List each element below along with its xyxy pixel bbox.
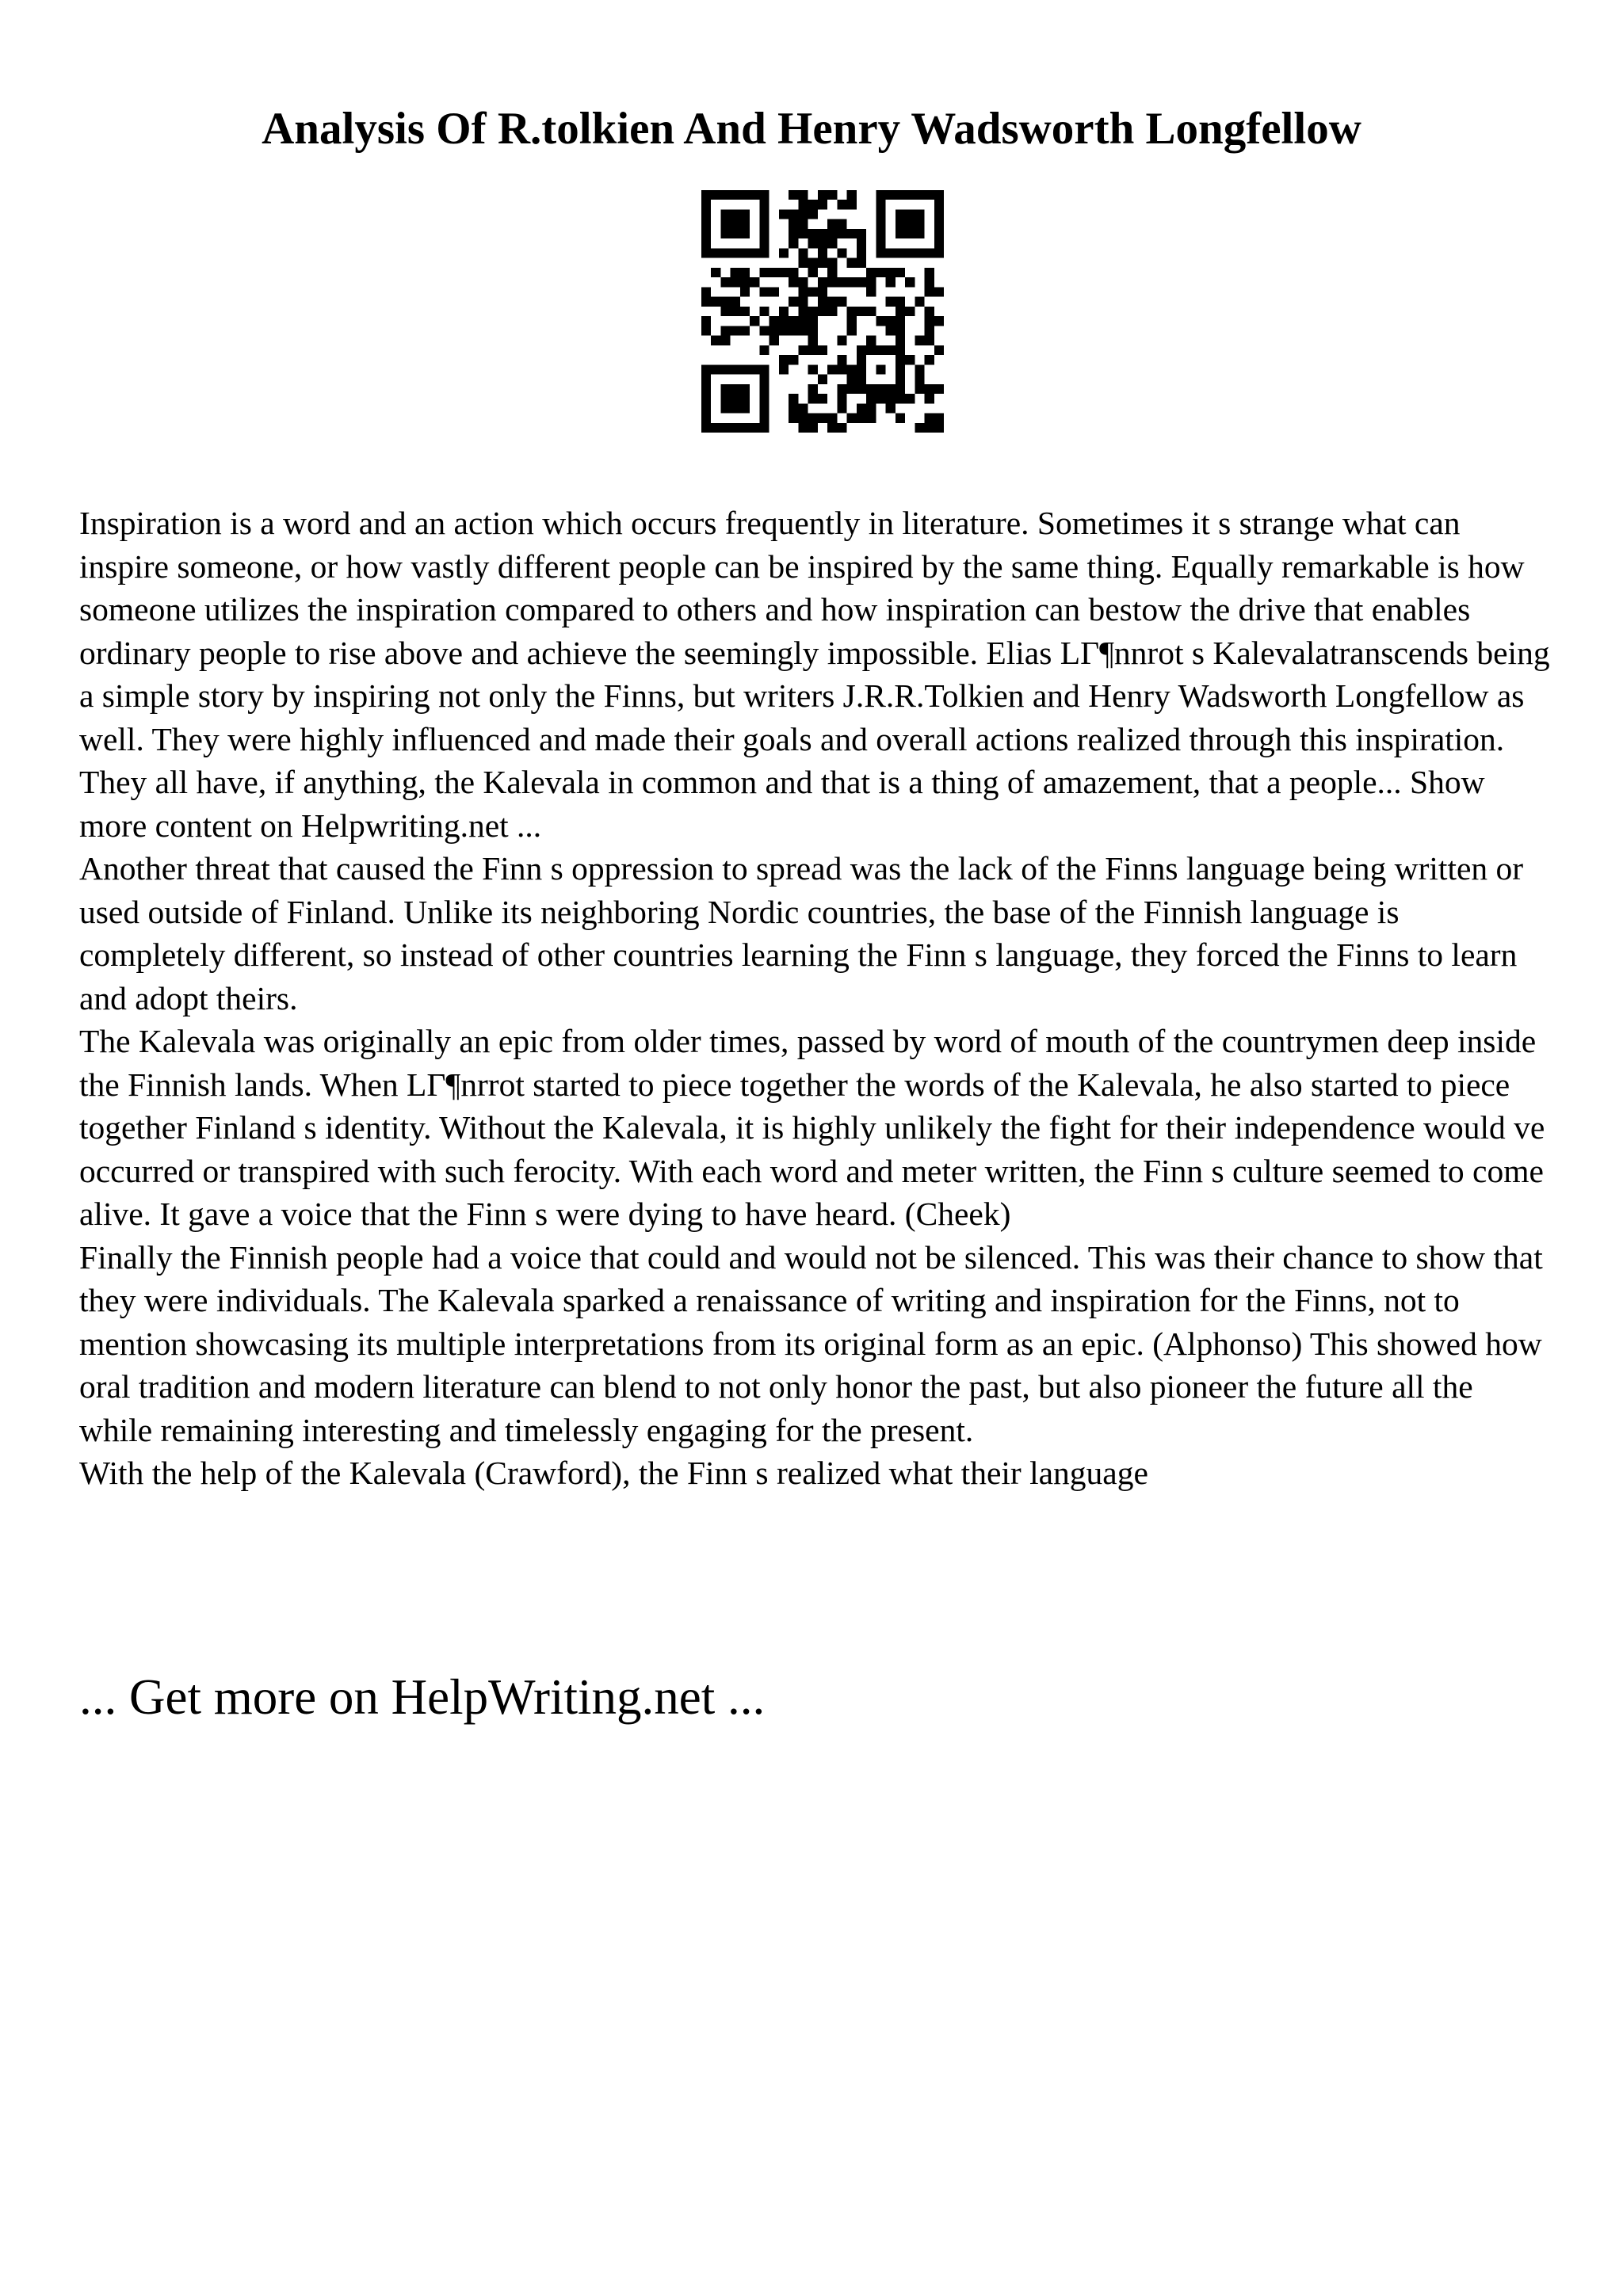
paragraph: Inspiration is a word and an action which occurs frequently in literature. Sometimes it s strange what can inspire someone, or how vastly different people can be inspired by the same thing. Equally remarkable is how someone utilizes the inspiration compared to others and how inspiration can bestow the drive that enables ordinary people to rise above and achieve the seemingly impossible. Elias LГ¶nnrot s Kalevalatranscends being a simple story by inspiring not only the Finns, but writers J.R.R.Tolkien and Henry Wadsworth Longfellow as well. They were highly influenced and made their goals and overall actions realized through this inspiration. They all have, if anything, the Kalevala in common and that is a thing of amazement, that a people... Show more content on Helpwriting.net ... — [79, 505, 1550, 844]
qr-code-icon — [701, 190, 944, 433]
article-body — [79, 502, 1553, 1495]
paragraph: The Kalevala was originally an epic from older times, passed by word of mouth of the countrymen deep inside the Finnish lands. When LГ¶nrrot started to piece together the words of the Kalevala, he also started to piece together Finland s identity. Without the Kalevala, it is highly unlikely the fight for their independence would ve occurred or transpired with such ferocity. With each word and meter written, the Finn s culture seemed to come alive. It gave a voice that the Finn s were dying to have heard. (Cheek) — [79, 1023, 1545, 1232]
get-more-link[interactable]: ... Get more on HelpWriting.net ... — [79, 1669, 766, 1725]
paragraph: With the help of the Kalevala (Crawford), the Finn s realized what their language — [79, 1455, 1148, 1491]
paragraph: Finally the Finnish people had a voice that could and would not be silenced. This was their chance to show that they were individuals. The Kalevala sparked a renaissance of writing and inspiration for the Finns, not to mention showcasing its multiple interpretations from its original form as an epic. (Alphonso) This showed how oral tradition and modern literature can blend to not only honor the past, but also pioneer the future all the while remaining interesting and timelessly engaging for the present. — [79, 1238, 1543, 1448]
document-title: Analysis Of R.tolkien And Henry Wadsworth Longfellow — [262, 104, 1361, 154]
paragraph: Another threat that caused the Finn s oppression to spread was the lack of the Finns language being written or used outside of Finland. Unlike its neighboring Nordic countries, the base of the Finnish language is completely different, so instead of other countries learning the Finn s language, they forced the Finns to learn and adopt theirs. — [79, 850, 1524, 1016]
